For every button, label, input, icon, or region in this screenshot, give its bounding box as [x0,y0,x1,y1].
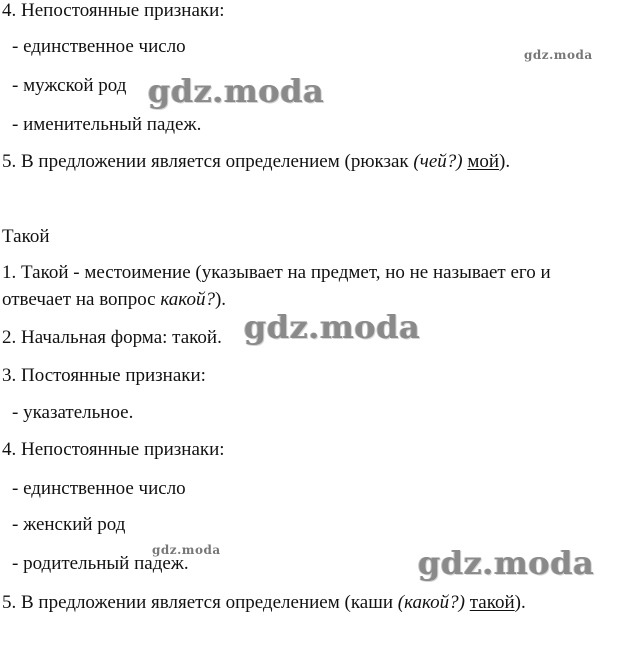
watermark-small-top: gdz.moda [524,48,593,62]
syntax-end-1: ). [499,151,511,172]
line-syntax-role-1 [2,151,510,173]
word-moy: мой [467,151,500,172]
line-nonconstant-features-2: 4. Непостоянные признаки: [2,439,225,460]
line-constant-features: 3. Постоянные признаки: [2,365,206,386]
word-takoy: такой [469,592,515,613]
watermark-large-1: gdz.moda [148,72,325,110]
line-part-of-speech-1: 1. Такой - местоимение (указывает на предмет, но не называет его и [2,262,551,283]
question-kakoy-2: (какой?) [397,592,465,613]
answers-question-end: ). [214,289,227,310]
watermark-small-bottom: gdz.moda [152,543,221,557]
line-syntax-role-2 [2,592,526,614]
watermark-large-3: gdz.moda [418,544,595,582]
question-chei: (чей?) [413,151,463,172]
syntax-text-2: 5. В предложении является определением (каши [2,592,398,613]
line-demonstrative: - указательное. [12,402,134,423]
line-nominative: - именительный падеж. [12,114,202,135]
line-part-of-speech-2 [2,289,226,311]
watermark-large-2: gdz.moda [244,308,421,346]
line-masculine: - мужской род [12,75,127,96]
line-feminine: - женский род [12,514,126,535]
section-title-takoy: Такой [2,226,50,247]
line-initial-form: 2. Начальная форма: такой. [2,327,222,348]
line-nonconstant-features-1: 4. Непостоянные признаки: [2,0,225,21]
answers-question-text: отвечает на вопрос [2,289,161,310]
line-singular-2: - единственное число [12,478,186,499]
question-kakoy: какой? [160,289,215,310]
syntax-text-1: 5. В предложении является определением (рюкзак [2,151,414,172]
syntax-end-2: ). [514,592,526,613]
line-genitive: - родительный падеж. [12,553,189,574]
line-singular-1: - единственное число [12,36,186,57]
